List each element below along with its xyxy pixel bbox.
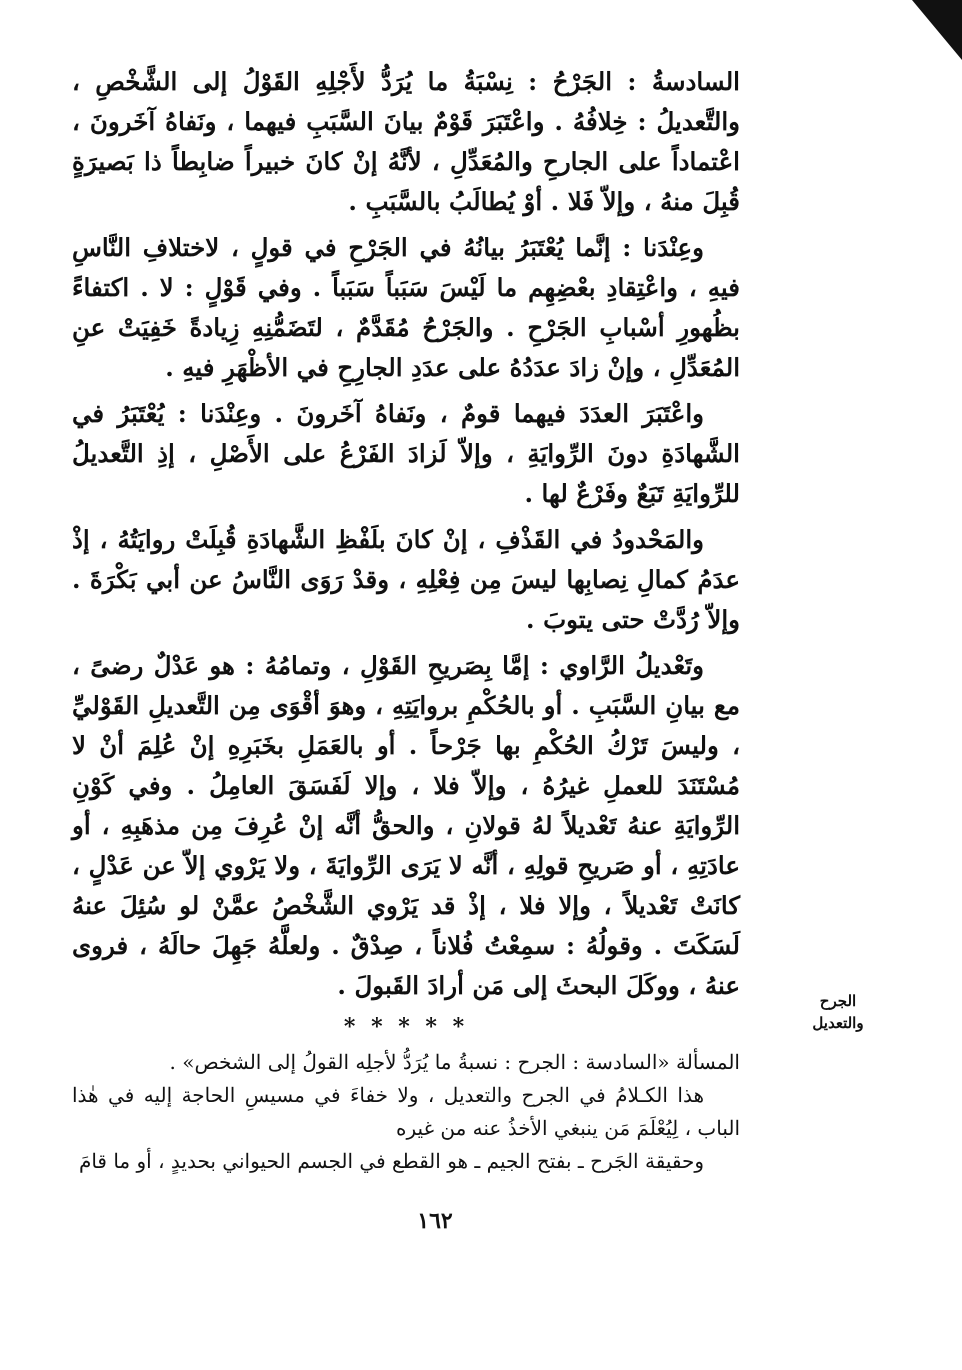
corner-tab-mark — [912, 0, 962, 60]
main-paragraph-2: وعِنْدَنا : إنَّما يُعْتَبَرُ بيانُهُ في الجَرْحِ في قولٍ ، لاختلافِ النَّاسِ فيهِ ، واعْتِقادِ بعْضِهِم ما لَيْسَ سَبَباً سَبَباً . وفي قَوْلٍ : لا . اكتفاءً بظُهورِ أسْبابِ الجَرْحِ . والجَرْحُ مُقَدَّمٌ ، لتَضَمُّنِهِ زِيادةً خَفِيَتْ عنِ المُعَدِّلِ ، وإنْ زادَ عدَدُهُ على عدَدِ الجارِحِ في الأظْهَرِ فيهِ . — [72, 233, 740, 382]
section-separator: * * * * * — [343, 1014, 469, 1040]
commentary-paragraph-3: وحقيقة الجَرح ـ بفتح الجيم ـ هو القطع في الجسم الحيواني بحديدٍ ، أو ما قامَ — [78, 1149, 704, 1173]
page-body — [72, 62, 740, 1178]
margin-note — [808, 990, 868, 1034]
commentary-paragraph-1: المسألة «السادسة : الجرح : نسبةُ ما يُرَدُّ لأجلِه القولُ إلى الشخص» . — [169, 1050, 740, 1074]
main-paragraph-4: والمَحْدودُ في القَذْفِ ، إنْ كانَ بلَفْظِ الشَّهادَةِ قُبِلَتْ روايَتُهُ ، إذْ عدَمُ كمالِ نِصابِها ليسَ مِن فِعْلِهِ ، وقدْ رَوَى النَّاسُ عن أبي بَكْرَةَ . وإلاّ رُدَّتْ حتى يتوبَ . — [72, 525, 740, 634]
page-number: ١٦٢ — [417, 1208, 453, 1234]
main-paragraph-3: واعْتَبَرَ العدَدَ فيهما قومٌ ، ونَفاهُ آخَرونَ . وعِنْدَنا : يُعْتَبَرُ في الشَّهادَةِ دونَ الرِّوايَةِ ، وإلاّ لَزادَ الفَرْعُ على الأَصْلِ ، إذِ التَّعديلُ للرِّوايَةِ تَبَعٌ وفَرْعٌ لها . — [72, 399, 740, 508]
margin-note-line-1: الجرح — [819, 992, 857, 1010]
main-paragraph-5: وتَعْديلُ الرَّاوي : إمَّا بِصَريحِ القَوْلِ ، وتمامُهُ : هو عَدْلٌ رضىً ، مع بيانِ السَّبَبِ . أو بالحُكْمِ بروايَتِهِ ، وهوَ أقْوَى مِن التَّعديلِ القَوْليِّ ، وليسَ تَرْكُ الحُكْمِ بها جَرْحاً . أو بالعَمَلِ بخَبَرِهِ إنْ عُلِمَ أنْ لا مُسْتَنَدَ للعملِ غيرُهُ ، وإلاّ فلا ، وإلا لَفَسَقَ العامِلُ . وفي كَوْنِ الرِّوايَةِ عنهُ تَعْديلاً لهُ قولانِ ، والحقُّ أنَّه إنْ عُرِفَ مِن مذهَبِهِ ، أو عادَتِهِ ، أو صَريحِ قولِهِ ، أنَّه لا يَرَى الرِّوايَةَ ، ولا يَرْوي إلاّ عن عَدْلٍ ، كانَتْ تَعْديلاً ، وإلا فلا ، إذْ قد يَرْوي الشَّخْصُ عمَّنْ لو سُئِلَ عنهُ لَسَكَتَ . وقولُهُ : سمِعْتُ فُلاناً ، صِدْقٌ . ولعلَّهُ جَهِلَ حالَهُ ، فروى عنهُ ، ووكَلَ البحثَ إلى مَن أرادَ القَبولَ . — [72, 651, 740, 1000]
main-paragraph-1: السادسةُ : الجَرْحُ : نِسْبَةُ ما يُرَدُّ لأَجْلِهِ القَوْلُ إلى الشَّخْصِ ، والتَّعديلُ : خِلافُهُ . واعْتَبَرَ قَوْمٌ بيانَ السَّبَبِ فيهما ، ونَفاهُ آخَرونَ ، اعْتماداً على الجارحِ والمُعَدِّلِ ، لأنَّهُ إنْ كانَ خبيراً ضابِطاً ذا بَصيرَةٍ قُبِلَ منهُ ، وإلاّ فَلا . أوْ يُطالَبُ بالسَّبَبِ . — [72, 67, 740, 216]
commentary-paragraph-2: هذا الكـلامُ في الجرح والتعديل ، ولا خفاءَ في مسيسِ الحاجة إليه في هٰذا الباب ، لِيُعْلَمَ مَن ينبغي الأخذُ عنه من غيره — [72, 1083, 740, 1140]
commentary-section — [72, 1046, 740, 1178]
margin-note-line-2: والتعديل — [812, 1014, 864, 1032]
